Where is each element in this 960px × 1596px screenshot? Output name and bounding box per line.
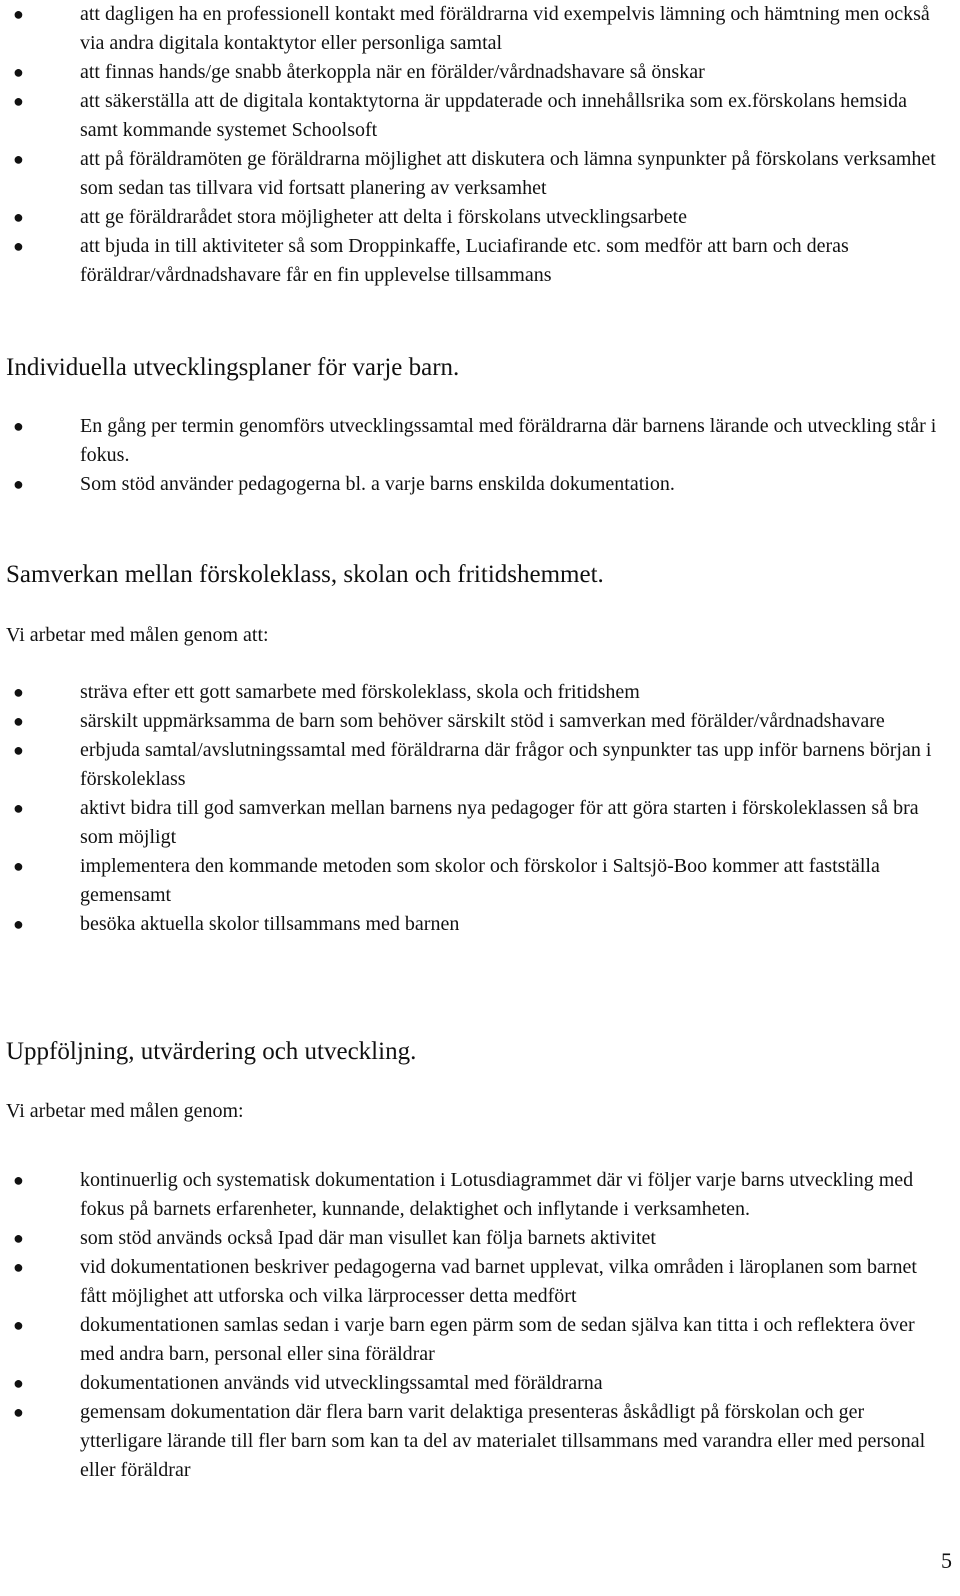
list-item: ● En gång per termin genomförs utvecklingssamtal med föräldrarna där barnens lärande och utveckling står i fokus. <box>0 412 960 470</box>
list-item: ● erbjuda samtal/avslutningssamtal med föräldrarna där frågor och synpunkter tas upp inför barnens början i förskoleklass <box>0 736 960 794</box>
list-item: ● vid dokumentationen beskriver pedagogerna vad barnet upplevat, vilka områden i läroplanen som barnet fått möjlighet att utforska och vilka lärprocesser detta medfört <box>0 1253 960 1311</box>
bullet-icon: ● <box>13 856 24 876</box>
list-item: ● implementera den kommande metoden som skolor och förskolor i Saltsjö-Boo kommer att fastställa gemensamt <box>0 852 960 910</box>
list-item: ● sträva efter ett gott samarbete med förskoleklass, skola och fritidshem <box>0 678 960 707</box>
collaboration-list <box>0 678 960 939</box>
bullet-icon: ● <box>13 798 24 818</box>
bullet-icon: ● <box>13 1170 24 1190</box>
bullet-icon: ● <box>13 1402 24 1422</box>
parent-contact-list <box>0 0 960 290</box>
bullet-icon: ● <box>13 1373 24 1393</box>
section-intro-follow-up: Vi arbetar med målen genom: <box>6 1100 244 1122</box>
list-item: ● Som stöd använder pedagogerna bl. a varje barns enskilda dokumentation. <box>0 470 960 499</box>
bullet-icon: ● <box>13 474 24 494</box>
bullet-icon: ● <box>13 682 24 702</box>
list-item: ● som stöd används också Ipad där man visullet kan följa barnets aktivitet <box>0 1224 960 1253</box>
bullet-icon: ● <box>13 416 24 436</box>
bullet-icon: ● <box>13 740 24 760</box>
list-item: ● dokumentationen används vid utvecklingssamtal med föräldrarna <box>0 1369 960 1398</box>
list-item: ● gemensam dokumentation där flera barn varit delaktiga presenteras åskådligt på förskolan och ger ytterligare lärande till fler barn som kan ta del av materialet tillsammans med varandra eller med personal eller föräldrar <box>0 1398 960 1485</box>
section-heading-collaboration: Samverkan mellan förskoleklass, skolan och fritidshemmet. <box>6 561 604 588</box>
bullet-icon: ● <box>13 4 24 24</box>
list-item: ● att säkerställa att de digitala kontaktytorna är uppdaterade och innehållsrika som ex.förskolans hemsida samt kommande systemet Schoolsoft <box>0 87 960 145</box>
list-item: ● kontinuerlig och systematisk dokumentation i Lotusdiagrammet där vi följer varje barns utveckling med fokus på barnets erfarenheter, kunnande, delaktighet och inflytande i verksamheten. <box>0 1166 960 1224</box>
section-heading-individual-plans: Individuella utvecklingsplaner för varje barn. <box>6 354 460 381</box>
section-intro-collaboration: Vi arbetar med målen genom att: <box>6 624 269 646</box>
bullet-icon: ● <box>13 91 24 111</box>
bullet-icon: ● <box>13 711 24 731</box>
bullet-icon: ● <box>13 1228 24 1248</box>
list-item: ● aktivt bidra till god samverkan mellan barnens nya pedagoger för att göra starten i förskoleklassen så bra som möjligt <box>0 794 960 852</box>
list-item: ● att bjuda in till aktiviteter så som Droppinkaffe, Luciafirande etc. som medför att barn och deras föräldrar/vårdnadshavare får en fin upplevelse tillsammans <box>0 232 960 290</box>
page-number: 5 <box>941 1548 952 1573</box>
bullet-icon: ● <box>13 914 24 934</box>
list-item: ● att dagligen ha en professionell kontakt med föräldrarna vid exempelvis lämning och hämtning men också via andra digitala kontaktytor eller personliga samtal <box>0 0 960 58</box>
list-item: ● särskilt uppmärksamma de barn som behöver särskilt stöd i samverkan med förälder/vårdnadshavare <box>0 707 960 736</box>
bullet-icon: ● <box>13 1257 24 1277</box>
list-item: ● att finnas hands/ge snabb återkoppla när en förälder/vårdnadshavare så önskar <box>0 58 960 87</box>
development-plan-list <box>0 412 960 499</box>
list-item: ● besöka aktuella skolor tillsammans med barnen <box>0 910 960 939</box>
list-item: ● att på föräldramöten ge föräldrarna möjlighet att diskutera och lämna synpunkter på förskolans verksamhet som sedan tas tillvara vid fortsatt planering av verksamhet <box>0 145 960 203</box>
list-item: ● att ge föräldrarådet stora möjligheter att delta i förskolans utvecklingsarbete <box>0 203 960 232</box>
follow-up-list <box>0 1166 960 1485</box>
bullet-icon: ● <box>13 149 24 169</box>
bullet-icon: ● <box>13 207 24 227</box>
bullet-icon: ● <box>13 236 24 256</box>
bullet-icon: ● <box>13 1315 24 1335</box>
section-heading-follow-up: Uppföljning, utvärdering och utveckling. <box>6 1038 417 1065</box>
bullet-icon: ● <box>13 62 24 82</box>
list-item: ● dokumentationen samlas sedan i varje barn egen pärm som de sedan själva kan titta i och reflektera över med andra barn, personal eller sina föräldrar <box>0 1311 960 1369</box>
